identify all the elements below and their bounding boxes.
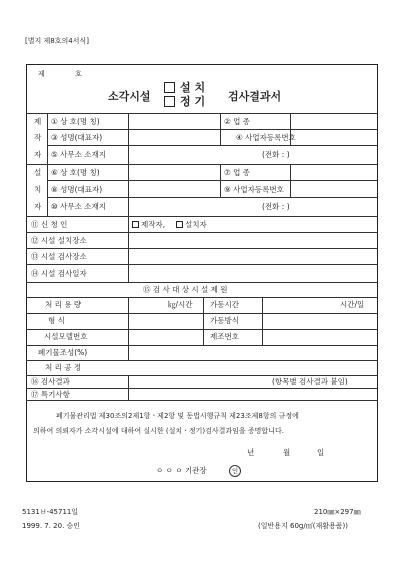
op-time-unit: 시간/일: [340, 300, 365, 309]
type-label: 형 식: [48, 316, 65, 325]
waste-comp-label: 폐기물조성(%): [38, 348, 88, 357]
date-day: 일: [317, 448, 325, 457]
receipt-char1: 제: [38, 70, 45, 78]
applicant-option-installer[interactable]: [176, 221, 207, 229]
footer-approval: 1999. 7. 20. 승인: [22, 522, 81, 530]
capacity-label: 처 리 용 량: [45, 300, 82, 309]
date-month: 월: [283, 448, 291, 457]
installer-checkbox[interactable]: [176, 221, 183, 228]
spec-header: ⑮ 검 사 대 상 시 설 제 원: [143, 285, 228, 294]
footer-code: 5131ㅂ-45711일: [22, 508, 79, 516]
inspection-date-label: ⑭ 시설 검사일자: [31, 269, 87, 278]
title-prefix: 소각시설: [108, 90, 151, 103]
op-time-label: 가동시간: [210, 300, 239, 309]
process-label: 처 리 공 정: [45, 363, 82, 372]
install-checkbox[interactable]: [164, 82, 175, 93]
op-method-label: 가동방식: [210, 316, 239, 325]
applicant-option-maker[interactable]: [132, 221, 165, 229]
maker-side-char-1: 제: [34, 117, 42, 126]
applicant-label: ⑪ 신 청 인: [31, 220, 68, 229]
capacity-unit: ㎏/시간: [168, 300, 193, 309]
result-label: ⑯ 검사결과: [31, 377, 70, 386]
maker-side-char-2: 작: [34, 133, 42, 142]
title-suffix: 검사결과서: [228, 90, 282, 103]
installer-business-label: ⑦ 업 종: [224, 168, 250, 177]
maker-ceo-label: ③ 성명(대표자): [51, 133, 103, 142]
model-label: 시설모델번호: [44, 332, 88, 341]
applicant-option-installer-label: 설치자: [185, 220, 207, 229]
title-option-install: 설 치: [180, 81, 206, 94]
installer-side-char-1: 설: [34, 168, 42, 177]
maker-checkbox[interactable]: [132, 221, 139, 228]
applicant-option-maker-label: 제작자,: [141, 220, 166, 229]
footer-size: 210㎜×297㎜: [314, 508, 361, 516]
install-site-label: ⑫ 시설 설치장소: [31, 236, 87, 245]
installer-address-label: ⑩ 사무소 소재지: [51, 202, 106, 211]
statement-line2: 의하여 의뢰자가 소각시설에 대하여 실시한 (설치ㆍ정기)검사결과임을 증명합니다.: [33, 427, 284, 435]
form-number: [별지 제8호의4서식]: [25, 37, 89, 45]
maker-company-label: ① 상 호(명 칭): [51, 117, 100, 126]
periodic-checkbox[interactable]: [164, 96, 175, 107]
footer-paper: (일반용지 60g/㎡(재활용품)): [258, 522, 348, 530]
maker-regno-label: ④ 사업자등록번호: [236, 133, 296, 142]
inspection-site-label: ⑬ 시설 검사장소: [31, 252, 87, 261]
receipt-char2: 호: [75, 70, 82, 78]
installer-regno-label: ⑨ 사업자등록번호: [224, 185, 284, 194]
maker-side-char-3: 자: [34, 150, 42, 159]
installer-ceo-label: ⑧ 성명(대표자): [51, 185, 103, 194]
maker-business-label: ② 업 종: [224, 117, 250, 126]
seal-mark: 인: [229, 465, 241, 477]
installer-phone: (전화 : ): [262, 202, 290, 211]
special-label: ⑰ 특기사항: [31, 390, 70, 399]
result-note: (항목별 검사결과 붙임): [272, 377, 348, 386]
installer-side-char-3: 자: [34, 202, 42, 211]
maker-address-label: ⑤ 사무소 소재지: [51, 150, 106, 159]
title-option-periodic: 정 기: [180, 95, 206, 108]
date-year: 년: [247, 448, 255, 457]
maker-phone: (전화 : ): [262, 150, 290, 159]
authority-name: ㅇ ㅇ ㅇ 기관장: [156, 466, 207, 475]
statement-line1: 폐기물관리법 제30조의2제1항ㆍ제2항 및 동법시행규칙 제23조제8항의 규정에: [56, 412, 299, 420]
installer-company-label: ⑥ 상 호(명 칭): [51, 168, 100, 177]
serial-label: 제조번호: [210, 332, 239, 341]
installer-side-char-2: 치: [34, 185, 42, 194]
